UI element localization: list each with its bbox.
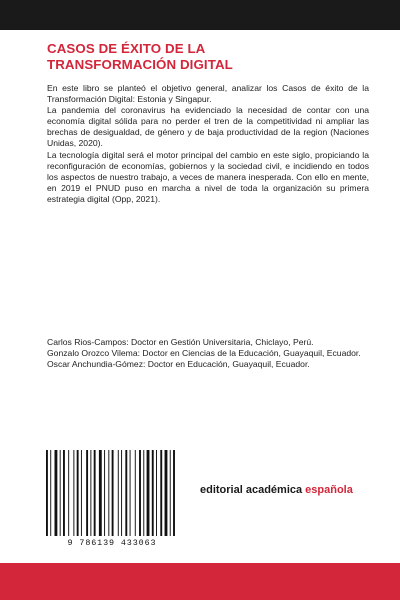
barcode-bar: [143, 450, 144, 536]
barcode-bar: [81, 450, 82, 536]
barcode-bar: [160, 450, 162, 536]
publisher-logo: [200, 484, 380, 496]
barcode-bar: [165, 450, 168, 536]
barcode-bar: [104, 450, 105, 536]
barcode-bars: [40, 448, 184, 538]
barcode-bar: [170, 450, 171, 536]
barcode-bar: [130, 450, 131, 536]
barcode-bar: [60, 450, 61, 536]
barcode-bar: [156, 450, 157, 536]
isbn-barcode: [40, 448, 184, 550]
barcode-bar: [63, 450, 65, 536]
barcode-bar: [147, 450, 150, 536]
publisher-name-accent: española: [305, 484, 353, 496]
title-line-2: TRANSFORMACIÓN DIGITAL: [47, 57, 233, 72]
synopsis-paragraph-3: La tecnología digital será el motor principal del cambio en este siglo, propiciando la reconfiguración de economías, gobiernos y la sociedad civil, e incidiendo en todos los aspectos de nuestro trabajo, a veces de manera inesperada. Con ello en mente, en 2019 el PNUD puso en marcha a nivel de toda la organización su primera estrategia digital (Opp, 2021).: [47, 149, 369, 204]
isbn-digits: 9 786139 433063: [67, 538, 157, 548]
barcode-bar: [73, 450, 74, 536]
synopsis-paragraph-2: La pandemia del coronavirus ha evidenciado la necesidad de contar con una economía digital sólida para no perder el tren de la competitividad ni ampliar las brechas de desigualdad, de género y de baja productividad de la region (Naciones Unidas, 2020).: [47, 105, 369, 149]
barcode-bar: [108, 450, 109, 536]
barcode-bar: [99, 450, 102, 536]
barcode-bar: [94, 450, 96, 536]
barcode-bar: [135, 450, 136, 536]
barcode-bar: [90, 450, 91, 536]
barcode-bar: [121, 450, 122, 536]
barcode-bar: [68, 450, 69, 536]
top-band: [0, 0, 400, 30]
author-1: Carlos Rios-Campos: Doctor en Gestión Universitaria, Chiclayo, Perú.: [47, 337, 314, 347]
synopsis-paragraph-1: En este libro se planteó el objetivo general, analizar los Casos de éxito de la Transformación Digital: Estonia y Singapur.: [47, 83, 369, 105]
bottom-band: [0, 563, 400, 600]
barcode-bar: [152, 450, 154, 536]
barcode-bar: [125, 450, 127, 536]
barcode-bar: [173, 450, 175, 536]
synopsis: [47, 83, 369, 205]
author-list: [47, 337, 367, 370]
barcode-bar: [86, 450, 88, 536]
barcode-bar: [46, 450, 48, 536]
author-2: Gonzalo Orozco Vilema: Doctor en Ciencias de la Educación, Guayaquil, Ecuador.: [47, 348, 361, 359]
barcode-bar: [112, 450, 114, 536]
book-title: [47, 41, 367, 73]
publisher-name: editorial académica: [200, 484, 306, 496]
barcode-bar: [77, 450, 79, 536]
barcode-bar: [139, 450, 141, 536]
barcode-bar: [50, 450, 51, 536]
title-line-1: CASOS DE ÉXITO DE LA: [47, 41, 206, 56]
author-3: Oscar Anchundia-Gómez: Doctor en Educación, Guayaquil, Ecuador.: [47, 359, 310, 370]
barcode-bar: [118, 450, 119, 536]
barcode-bar: [55, 450, 58, 536]
